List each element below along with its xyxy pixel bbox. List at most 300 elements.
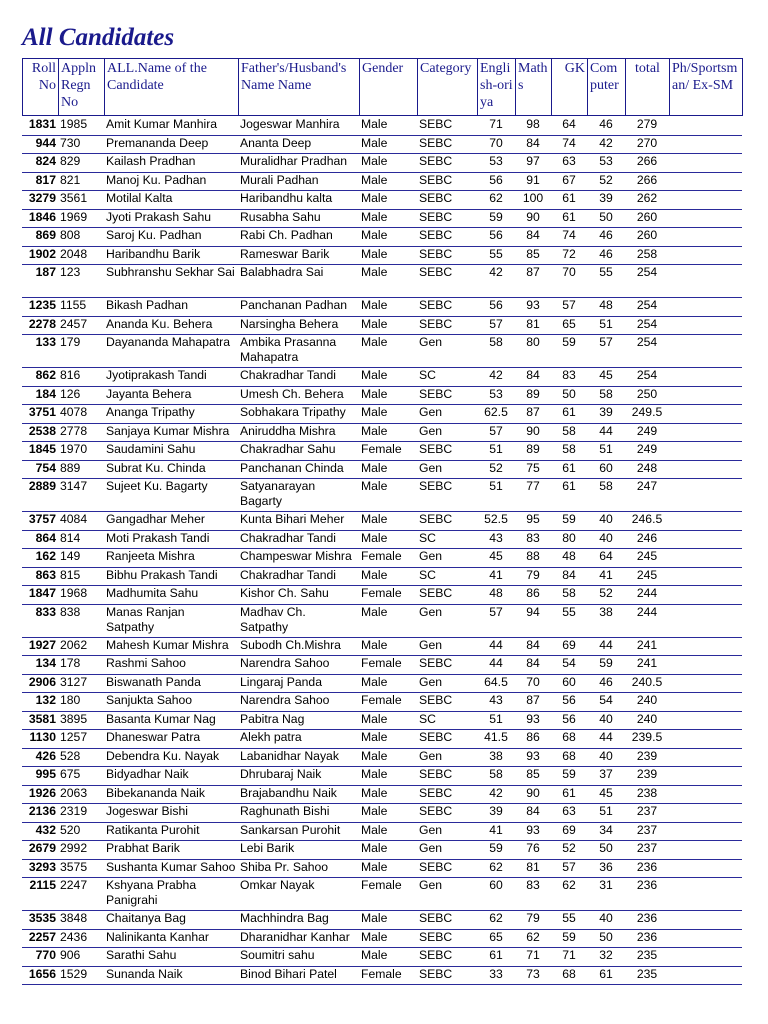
maths-score: 84 <box>515 804 551 823</box>
table-row <box>22 730 742 749</box>
computer-score: 50 <box>587 841 625 860</box>
english-score: 33 <box>477 966 515 985</box>
english-score: 62.5 <box>477 405 515 424</box>
ph-status <box>669 549 742 568</box>
gk-score: 64 <box>551 117 587 135</box>
ph-status <box>669 117 742 135</box>
gk-score: 57 <box>551 859 587 878</box>
appln-no: 4078 <box>58 405 104 424</box>
gk-score: 56 <box>551 711 587 730</box>
category: SEBC <box>417 386 477 405</box>
appln-no: 520 <box>58 822 104 841</box>
total-score: 245 <box>625 549 669 568</box>
appln-no: 3848 <box>58 911 104 930</box>
category: SEBC <box>417 117 477 135</box>
gender: Female <box>359 586 417 605</box>
total-score: 247 <box>625 479 669 512</box>
total-score: 249 <box>625 423 669 442</box>
english-score: 53 <box>477 386 515 405</box>
table-row <box>22 298 742 317</box>
category: SEBC <box>417 656 477 675</box>
total-score: 279 <box>625 117 669 135</box>
gk-score: 58 <box>551 442 587 461</box>
english-score: 60 <box>477 878 515 911</box>
english-score: 51 <box>477 711 515 730</box>
roll-no: 187 <box>22 265 58 298</box>
ph-status <box>669 368 742 387</box>
table-row <box>22 386 742 405</box>
ph-status <box>669 948 742 967</box>
candidate-name: Rashmi Sahoo <box>104 656 238 675</box>
ph-status <box>669 822 742 841</box>
maths-score: 70 <box>515 674 551 693</box>
appln-no: 178 <box>58 656 104 675</box>
total-score: 240.5 <box>625 674 669 693</box>
table-row <box>22 154 742 173</box>
gk-score: 60 <box>551 674 587 693</box>
roll-no: 1845 <box>22 442 58 461</box>
header-category: Category <box>418 59 478 116</box>
table-row <box>22 368 742 387</box>
ph-status <box>669 785 742 804</box>
computer-score: 40 <box>587 530 625 549</box>
ph-status <box>669 674 742 693</box>
appln-no: 2048 <box>58 246 104 265</box>
gk-score: 71 <box>551 948 587 967</box>
appln-no: 1970 <box>58 442 104 461</box>
category: SEBC <box>417 172 477 191</box>
english-score: 57 <box>477 604 515 637</box>
appln-no: 180 <box>58 693 104 712</box>
roll-no: 1926 <box>22 785 58 804</box>
gk-score: 59 <box>551 335 587 368</box>
total-score: 239 <box>625 767 669 786</box>
computer-score: 37 <box>587 767 625 786</box>
total-score: 260 <box>625 209 669 228</box>
english-score: 59 <box>477 209 515 228</box>
gk-score: 69 <box>551 637 587 656</box>
ph-status <box>669 637 742 656</box>
total-score: 240 <box>625 693 669 712</box>
english-score: 64.5 <box>477 674 515 693</box>
gk-score: 68 <box>551 966 587 985</box>
category: SEBC <box>417 135 477 154</box>
father-name: Ananta Deep <box>238 135 359 154</box>
table-row <box>22 859 742 878</box>
appln-no: 528 <box>58 748 104 767</box>
category: SEBC <box>417 785 477 804</box>
candidate-name: Kshyana Prabha Panigrahi <box>104 878 238 911</box>
computer-score: 50 <box>587 929 625 948</box>
english-score: 41 <box>477 822 515 841</box>
gender: Male <box>359 335 417 368</box>
maths-score: 77 <box>515 479 551 512</box>
father-name: Sankarsan Purohit <box>238 822 359 841</box>
gender: Male <box>359 748 417 767</box>
total-score: 270 <box>625 135 669 154</box>
roll-no: 863 <box>22 567 58 586</box>
computer-score: 64 <box>587 549 625 568</box>
total-score: 235 <box>625 966 669 985</box>
father-name: Rabi Ch. Padhan <box>238 228 359 247</box>
english-score: 58 <box>477 335 515 368</box>
roll-no: 754 <box>22 460 58 479</box>
gk-score: 57 <box>551 298 587 317</box>
candidate-name: Jyoti Prakash Sahu <box>104 209 238 228</box>
appln-no: 814 <box>58 530 104 549</box>
father-name: Shiba Pr. Sahoo <box>238 859 359 878</box>
gender: Male <box>359 265 417 298</box>
category: SEBC <box>417 730 477 749</box>
roll-no: 3293 <box>22 859 58 878</box>
roll-no: 817 <box>22 172 58 191</box>
table-row <box>22 711 742 730</box>
total-score: 258 <box>625 246 669 265</box>
appln-no: 2992 <box>58 841 104 860</box>
category: SEBC <box>417 209 477 228</box>
gender: Male <box>359 135 417 154</box>
maths-score: 85 <box>515 767 551 786</box>
gk-score: 83 <box>551 368 587 387</box>
gender: Male <box>359 841 417 860</box>
candidate-name: Bibekananda Naik <box>104 785 238 804</box>
gender: Male <box>359 316 417 335</box>
gk-score: 68 <box>551 748 587 767</box>
maths-score: 62 <box>515 929 551 948</box>
computer-score: 58 <box>587 479 625 512</box>
gk-score: 59 <box>551 767 587 786</box>
candidate-name: Dayananda Mahapatra <box>104 335 238 368</box>
gk-score: 52 <box>551 841 587 860</box>
computer-score: 42 <box>587 135 625 154</box>
total-score: 246 <box>625 530 669 549</box>
english-score: 41 <box>477 567 515 586</box>
computer-score: 45 <box>587 368 625 387</box>
appln-no: 126 <box>58 386 104 405</box>
ph-status <box>669 298 742 317</box>
gender: Male <box>359 767 417 786</box>
computer-score: 57 <box>587 335 625 368</box>
maths-score: 86 <box>515 586 551 605</box>
computer-score: 44 <box>587 423 625 442</box>
table-row <box>22 479 742 512</box>
english-score: 51 <box>477 479 515 512</box>
appln-no: 1155 <box>58 298 104 317</box>
header-computer: Computer <box>588 59 626 116</box>
father-name: Chakradhar Tandi <box>238 368 359 387</box>
english-score: 57 <box>477 423 515 442</box>
candidate-name: Ranjeeta Mishra <box>104 549 238 568</box>
computer-score: 46 <box>587 674 625 693</box>
roll-no: 2679 <box>22 841 58 860</box>
ph-status <box>669 209 742 228</box>
total-score: 245 <box>625 567 669 586</box>
maths-score: 93 <box>515 822 551 841</box>
maths-score: 84 <box>515 656 551 675</box>
ph-status <box>669 530 742 549</box>
appln-no: 2457 <box>58 316 104 335</box>
father-name: Chakradhar Sahu <box>238 442 359 461</box>
maths-score: 94 <box>515 604 551 637</box>
appln-no: 1985 <box>58 117 104 135</box>
roll-no: 3751 <box>22 405 58 424</box>
table-row <box>22 172 742 191</box>
candidate-name: Bibhu Prakash Tandi <box>104 567 238 586</box>
table-row <box>22 674 742 693</box>
category: SEBC <box>417 479 477 512</box>
gender: Male <box>359 298 417 317</box>
maths-score: 90 <box>515 785 551 804</box>
maths-score: 84 <box>515 228 551 247</box>
computer-score: 55 <box>587 265 625 298</box>
table-row <box>22 530 742 549</box>
category: SEBC <box>417 966 477 985</box>
candidate-name: Debendra Ku. Nayak <box>104 748 238 767</box>
candidate-name: Sanjaya Kumar Mishra <box>104 423 238 442</box>
table-row <box>22 911 742 930</box>
father-name: Soumitri sahu <box>238 948 359 967</box>
total-score: 240 <box>625 711 669 730</box>
total-score: 254 <box>625 316 669 335</box>
maths-score: 100 <box>515 191 551 210</box>
gender: Male <box>359 209 417 228</box>
gender: Male <box>359 460 417 479</box>
maths-score: 83 <box>515 878 551 911</box>
total-score: 266 <box>625 154 669 173</box>
english-score: 65 <box>477 929 515 948</box>
computer-score: 41 <box>587 567 625 586</box>
computer-score: 51 <box>587 804 625 823</box>
gender: Male <box>359 859 417 878</box>
category: SEBC <box>417 911 477 930</box>
candidate-name: Saroj Ku. Padhan <box>104 228 238 247</box>
candidate-name: Gangadhar Meher <box>104 512 238 531</box>
total-score: 239.5 <box>625 730 669 749</box>
appln-no: 1968 <box>58 586 104 605</box>
ph-status <box>669 386 742 405</box>
roll-no: 2278 <box>22 316 58 335</box>
total-score: 260 <box>625 228 669 247</box>
computer-score: 31 <box>587 878 625 911</box>
appln-no: 179 <box>58 335 104 368</box>
category: Gen <box>417 748 477 767</box>
header-father-name: Father's/Husband's Name Name <box>239 59 360 116</box>
gk-score: 50 <box>551 386 587 405</box>
maths-score: 87 <box>515 693 551 712</box>
category: Gen <box>417 637 477 656</box>
computer-score: 61 <box>587 966 625 985</box>
gk-score: 68 <box>551 730 587 749</box>
father-name: Murali Padhan <box>238 172 359 191</box>
candidate-name: Ratikanta Purohit <box>104 822 238 841</box>
candidate-name: Sushanta Kumar Sahoo <box>104 859 238 878</box>
ph-status <box>669 929 742 948</box>
category: SEBC <box>417 948 477 967</box>
english-score: 71 <box>477 117 515 135</box>
roll-no: 3535 <box>22 911 58 930</box>
maths-score: 85 <box>515 246 551 265</box>
appln-no: 675 <box>58 767 104 786</box>
maths-score: 71 <box>515 948 551 967</box>
computer-score: 39 <box>587 191 625 210</box>
computer-score: 38 <box>587 604 625 637</box>
gk-score: 61 <box>551 405 587 424</box>
table-row <box>22 929 742 948</box>
gender: Female <box>359 693 417 712</box>
computer-score: 40 <box>587 911 625 930</box>
ph-status <box>669 154 742 173</box>
header-total: total <box>626 59 670 116</box>
gk-score: 69 <box>551 822 587 841</box>
category: Gen <box>417 405 477 424</box>
ph-status <box>669 748 742 767</box>
english-score: 44 <box>477 656 515 675</box>
english-score: 59 <box>477 841 515 860</box>
maths-score: 97 <box>515 154 551 173</box>
ph-status <box>669 423 742 442</box>
candidate-name: Moti Prakash Tandi <box>104 530 238 549</box>
candidate-name: Sanjukta Sahoo <box>104 693 238 712</box>
computer-score: 36 <box>587 859 625 878</box>
computer-score: 32 <box>587 948 625 967</box>
total-score: 237 <box>625 841 669 860</box>
father-name: Rusabha Sahu <box>238 209 359 228</box>
category: SC <box>417 368 477 387</box>
candidate-name: Amit Kumar Manhira <box>104 117 238 135</box>
candidate-name: Jayanta Behera <box>104 386 238 405</box>
category: Gen <box>417 604 477 637</box>
maths-score: 83 <box>515 530 551 549</box>
roll-no: 824 <box>22 154 58 173</box>
total-score: 241 <box>625 656 669 675</box>
appln-no: 1529 <box>58 966 104 985</box>
maths-score: 88 <box>515 549 551 568</box>
gk-score: 55 <box>551 604 587 637</box>
computer-score: 50 <box>587 209 625 228</box>
gk-score: 62 <box>551 878 587 911</box>
english-score: 57 <box>477 316 515 335</box>
gender: Male <box>359 711 417 730</box>
computer-score: 40 <box>587 512 625 531</box>
gk-score: 59 <box>551 929 587 948</box>
english-score: 51 <box>477 442 515 461</box>
gender: Male <box>359 567 417 586</box>
appln-no: 808 <box>58 228 104 247</box>
total-score: 254 <box>625 335 669 368</box>
category: SEBC <box>417 442 477 461</box>
computer-score: 51 <box>587 442 625 461</box>
gender: Male <box>359 530 417 549</box>
gender: Male <box>359 386 417 405</box>
candidate-name: Subrat Ku. Chinda <box>104 460 238 479</box>
gender: Male <box>359 228 417 247</box>
ph-status <box>669 911 742 930</box>
maths-score: 84 <box>515 637 551 656</box>
category: Gen <box>417 878 477 911</box>
appln-no: 815 <box>58 567 104 586</box>
header-maths: Maths <box>516 59 552 116</box>
ph-status <box>669 693 742 712</box>
english-score: 42 <box>477 785 515 804</box>
roll-no: 3757 <box>22 512 58 531</box>
candidate-name: Madhumita Sahu <box>104 586 238 605</box>
computer-score: 45 <box>587 785 625 804</box>
gender: Male <box>359 172 417 191</box>
candidate-name: Kailash Pradhan <box>104 154 238 173</box>
roll-no: 1902 <box>22 246 58 265</box>
ph-status <box>669 335 742 368</box>
english-score: 61 <box>477 948 515 967</box>
header-ph-sportsman-exsm: Ph/Sportsman/ Ex-SM <box>670 59 743 116</box>
computer-score: 40 <box>587 711 625 730</box>
total-score: 254 <box>625 298 669 317</box>
computer-score: 53 <box>587 154 625 173</box>
table-row <box>22 442 742 461</box>
table-row <box>22 748 742 767</box>
english-score: 43 <box>477 530 515 549</box>
candidate-name: Nalinikanta Kanhar <box>104 929 238 948</box>
english-score: 53 <box>477 154 515 173</box>
candidate-name: Jogeswar Bishi <box>104 804 238 823</box>
computer-score: 60 <box>587 460 625 479</box>
candidate-name: Mahesh Kumar Mishra <box>104 637 238 656</box>
page-title: All Candidates <box>22 24 175 51</box>
maths-score: 89 <box>515 386 551 405</box>
header-gender: Gender <box>360 59 418 116</box>
father-name: Pabitra Nag <box>238 711 359 730</box>
total-score: 237 <box>625 804 669 823</box>
computer-score: 44 <box>587 730 625 749</box>
candidate-name: Sujeet Ku. Bagarty <box>104 479 238 512</box>
gender: Male <box>359 929 417 948</box>
computer-score: 46 <box>587 117 625 135</box>
english-score: 48 <box>477 586 515 605</box>
category: Gen <box>417 460 477 479</box>
category: SEBC <box>417 316 477 335</box>
father-name: Narendra Sahoo <box>238 656 359 675</box>
table-row <box>22 512 742 531</box>
gk-score: 59 <box>551 512 587 531</box>
total-score: 254 <box>625 368 669 387</box>
father-name: Panchanan Chinda <box>238 460 359 479</box>
appln-no: 2062 <box>58 637 104 656</box>
gender: Male <box>359 423 417 442</box>
english-score: 39 <box>477 804 515 823</box>
gender: Male <box>359 246 417 265</box>
father-name: Muralidhar Pradhan <box>238 154 359 173</box>
total-score: 239 <box>625 748 669 767</box>
roll-no: 3279 <box>22 191 58 210</box>
ph-status <box>669 966 742 985</box>
table-row <box>22 785 742 804</box>
gk-score: 74 <box>551 228 587 247</box>
appln-no: 829 <box>58 154 104 173</box>
maths-score: 81 <box>515 316 551 335</box>
maths-score: 79 <box>515 567 551 586</box>
computer-score: 46 <box>587 228 625 247</box>
maths-score: 79 <box>515 911 551 930</box>
gender: Male <box>359 154 417 173</box>
candidate-name: Manas Ranjan Satpathy <box>104 604 238 637</box>
total-score: 238 <box>625 785 669 804</box>
total-score: 262 <box>625 191 669 210</box>
appln-no: 906 <box>58 948 104 967</box>
computer-score: 51 <box>587 316 625 335</box>
gender: Male <box>359 604 417 637</box>
appln-no: 2319 <box>58 804 104 823</box>
english-score: 41.5 <box>477 730 515 749</box>
gender: Female <box>359 442 417 461</box>
